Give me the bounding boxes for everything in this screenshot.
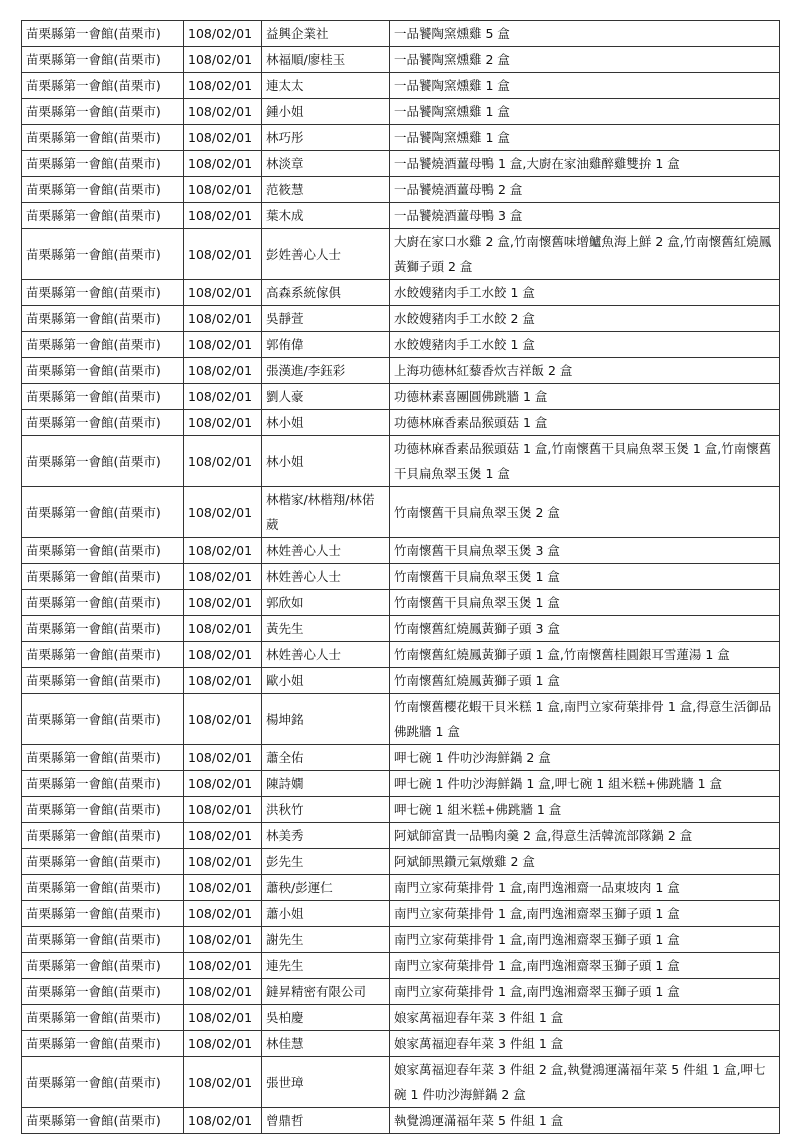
venue-cell: 苗栗縣第一會館(苗栗市) [22,487,184,538]
table-row [22,823,780,849]
items-cell: 娘家萬福迎春年菜 3 件組 1 盒 [390,1005,780,1031]
date-cell: 108/02/01 [184,694,262,745]
table-row [22,21,780,47]
donor-cell: 林巧彤 [262,125,390,151]
table-row [22,177,780,203]
table-row [22,771,780,797]
date-cell: 108/02/01 [184,151,262,177]
items-cell: 大廚在家口水雞 2 盒,竹南懷舊味增鱸魚海上鮮 2 盒,竹南懷舊紅燒鳳黃獅子頭 2 盒 [390,229,780,280]
donor-cell: 葉木成 [262,203,390,229]
table-row [22,875,780,901]
donor-cell: 鍾小姐 [262,99,390,125]
table-row [22,616,780,642]
table-row [22,229,780,280]
table-body [22,21,780,1134]
venue-cell: 苗栗縣第一會館(苗栗市) [22,280,184,306]
venue-cell: 苗栗縣第一會館(苗栗市) [22,332,184,358]
donor-cell: 林小姐 [262,436,390,487]
table-row [22,47,780,73]
venue-cell: 苗栗縣第一會館(苗栗市) [22,1057,184,1108]
donor-cell: 林小姐 [262,410,390,436]
date-cell: 108/02/01 [184,875,262,901]
table-row [22,151,780,177]
table-row [22,694,780,745]
venue-cell: 苗栗縣第一會館(苗栗市) [22,410,184,436]
venue-cell: 苗栗縣第一會館(苗栗市) [22,694,184,745]
table-row [22,1057,780,1108]
venue-cell: 苗栗縣第一會館(苗栗市) [22,306,184,332]
donor-cell: 林楷家/林楷翔/林偌葳 [262,487,390,538]
venue-cell: 苗栗縣第一會館(苗栗市) [22,849,184,875]
donor-cell: 林姓善心人士 [262,538,390,564]
items-cell: 南門立家荷葉排骨 1 盒,南門逸湘齋翠玉獅子頭 1 盒 [390,979,780,1005]
donor-cell: 黃先生 [262,616,390,642]
venue-cell: 苗栗縣第一會館(苗栗市) [22,797,184,823]
items-cell: 竹南懷舊干貝扁魚翠玉煲 3 盒 [390,538,780,564]
donor-cell: 范筱慧 [262,177,390,203]
date-cell: 108/02/01 [184,487,262,538]
items-cell: 南門立家荷葉排骨 1 盒,南門逸湘齋翠玉獅子頭 1 盒 [390,901,780,927]
donor-cell: 陳詩嫺 [262,771,390,797]
venue-cell: 苗栗縣第一會館(苗栗市) [22,1031,184,1057]
date-cell: 108/02/01 [184,590,262,616]
date-cell: 108/02/01 [184,953,262,979]
date-cell: 108/02/01 [184,384,262,410]
venue-cell: 苗栗縣第一會館(苗栗市) [22,745,184,771]
table-row [22,73,780,99]
items-cell: 竹南懷舊干貝扁魚翠玉煲 1 盒 [390,564,780,590]
table-row [22,745,780,771]
table-row [22,642,780,668]
donor-cell: 吳靜萱 [262,306,390,332]
venue-cell: 苗栗縣第一會館(苗栗市) [22,979,184,1005]
date-cell: 108/02/01 [184,901,262,927]
donor-cell: 歐小姐 [262,668,390,694]
items-cell: 水餃嫂豬肉手工水餃 1 盒 [390,280,780,306]
venue-cell: 苗栗縣第一會館(苗栗市) [22,875,184,901]
venue-cell: 苗栗縣第一會館(苗栗市) [22,125,184,151]
date-cell: 108/02/01 [184,229,262,280]
date-cell: 108/02/01 [184,564,262,590]
venue-cell: 苗栗縣第一會館(苗栗市) [22,538,184,564]
donation-table [21,20,780,1134]
donor-cell: 林美秀 [262,823,390,849]
donor-cell: 曾鼎哲 [262,1108,390,1134]
items-cell: 一品饕陶窯燻雞 5 盒 [390,21,780,47]
date-cell: 108/02/01 [184,280,262,306]
date-cell: 108/02/01 [184,1005,262,1031]
table-row [22,927,780,953]
items-cell: 呷七碗 1 件叻沙海鮮鍋 2 盒 [390,745,780,771]
venue-cell: 苗栗縣第一會館(苗栗市) [22,564,184,590]
venue-cell: 苗栗縣第一會館(苗栗市) [22,771,184,797]
venue-cell: 苗栗縣第一會館(苗栗市) [22,901,184,927]
table-row [22,901,780,927]
date-cell: 108/02/01 [184,616,262,642]
table-row [22,849,780,875]
donor-cell: 連先生 [262,953,390,979]
items-cell: 水餃嫂豬肉手工水餃 1 盒 [390,332,780,358]
items-cell: 功德林麻香素品猴頭菇 1 盒,竹南懷舊干貝扁魚翠玉煲 1 盒,竹南懷舊干貝扁魚翠玉煲 1 盒 [390,436,780,487]
venue-cell: 苗栗縣第一會館(苗栗市) [22,953,184,979]
venue-cell: 苗栗縣第一會館(苗栗市) [22,668,184,694]
date-cell: 108/02/01 [184,410,262,436]
donation-table-page [21,20,780,1134]
date-cell: 108/02/01 [184,745,262,771]
donor-cell: 張世璋 [262,1057,390,1108]
items-cell: 阿斌師富貴一品鴨肉羹 2 盒,得意生活韓流部隊鍋 2 盒 [390,823,780,849]
venue-cell: 苗栗縣第一會館(苗栗市) [22,99,184,125]
table-row [22,332,780,358]
items-cell: 南門立家荷葉排骨 1 盒,南門逸湘齋一品東坡肉 1 盒 [390,875,780,901]
venue-cell: 苗栗縣第一會館(苗栗市) [22,1005,184,1031]
items-cell: 竹南懷舊干貝扁魚翠玉煲 2 盒 [390,487,780,538]
date-cell: 108/02/01 [184,47,262,73]
table-row [22,538,780,564]
items-cell: 一品饕陶窯燻雞 1 盒 [390,125,780,151]
date-cell: 108/02/01 [184,436,262,487]
donor-cell: 郭欣如 [262,590,390,616]
donor-cell: 郭侑偉 [262,332,390,358]
table-row [22,203,780,229]
date-cell: 108/02/01 [184,642,262,668]
table-row [22,384,780,410]
donor-cell: 劉人豪 [262,384,390,410]
table-row [22,668,780,694]
date-cell: 108/02/01 [184,1031,262,1057]
venue-cell: 苗栗縣第一會館(苗栗市) [22,384,184,410]
venue-cell: 苗栗縣第一會館(苗栗市) [22,73,184,99]
table-row [22,99,780,125]
date-cell: 108/02/01 [184,1057,262,1108]
venue-cell: 苗栗縣第一會館(苗栗市) [22,436,184,487]
table-row [22,306,780,332]
donor-cell: 楊坤銘 [262,694,390,745]
donor-cell: 蕭秧/彭運仁 [262,875,390,901]
date-cell: 108/02/01 [184,797,262,823]
venue-cell: 苗栗縣第一會館(苗栗市) [22,1108,184,1134]
date-cell: 108/02/01 [184,668,262,694]
donor-cell: 吳柏慶 [262,1005,390,1031]
table-row [22,979,780,1005]
items-cell: 一品饕陶窯燻雞 2 盒 [390,47,780,73]
date-cell: 108/02/01 [184,332,262,358]
items-cell: 一品饕燒酒薑母鴨 3 盒 [390,203,780,229]
donor-cell: 蕭小姐 [262,901,390,927]
donor-cell: 林姓善心人士 [262,564,390,590]
date-cell: 108/02/01 [184,21,262,47]
date-cell: 108/02/01 [184,99,262,125]
donor-cell: 連太太 [262,73,390,99]
donor-cell: 林姓善心人士 [262,642,390,668]
date-cell: 108/02/01 [184,177,262,203]
items-cell: 娘家萬福迎春年菜 3 件組 2 盒,執覺鴻運滿福年菜 5 件組 1 盒,呷七碗 1 件叻沙海鮮鍋 2 盒 [390,1057,780,1108]
date-cell: 108/02/01 [184,538,262,564]
donor-cell: 林淡章 [262,151,390,177]
donor-cell: 蕭全佑 [262,745,390,771]
items-cell: 南門立家荷葉排骨 1 盒,南門逸湘齋翠玉獅子頭 1 盒 [390,927,780,953]
donor-cell: 彭先生 [262,849,390,875]
items-cell: 南門立家荷葉排骨 1 盒,南門逸湘齋翠玉獅子頭 1 盒 [390,953,780,979]
venue-cell: 苗栗縣第一會館(苗栗市) [22,203,184,229]
venue-cell: 苗栗縣第一會館(苗栗市) [22,151,184,177]
items-cell: 竹南懷舊櫻花蝦干貝米糕 1 盒,南門立家荷葉排骨 1 盒,得意生活御品佛跳牆 1 盒 [390,694,780,745]
donor-cell: 高森系統傢俱 [262,280,390,306]
items-cell: 一品饕燒酒薑母鴨 2 盒 [390,177,780,203]
date-cell: 108/02/01 [184,306,262,332]
venue-cell: 苗栗縣第一會館(苗栗市) [22,358,184,384]
donor-cell: 張漢進/李鈺彩 [262,358,390,384]
table-row [22,1005,780,1031]
items-cell: 娘家萬福迎春年菜 3 件組 1 盒 [390,1031,780,1057]
date-cell: 108/02/01 [184,125,262,151]
date-cell: 108/02/01 [184,823,262,849]
items-cell: 一品饕陶窯燻雞 1 盒 [390,73,780,99]
date-cell: 108/02/01 [184,849,262,875]
donor-cell: 鐽昇精密有限公司 [262,979,390,1005]
items-cell: 竹南懷舊紅燒鳳黃獅子頭 1 盒 [390,668,780,694]
items-cell: 上海功德林紅藜香炊吉祥飯 2 盒 [390,358,780,384]
venue-cell: 苗栗縣第一會館(苗栗市) [22,21,184,47]
table-row [22,953,780,979]
table-row [22,1108,780,1134]
date-cell: 108/02/01 [184,203,262,229]
donor-cell: 林福順/廖桂玉 [262,47,390,73]
items-cell: 執覺鴻運滿福年菜 5 件組 1 盒 [390,1108,780,1134]
items-cell: 功德林素喜團圓佛跳牆 1 盒 [390,384,780,410]
date-cell: 108/02/01 [184,358,262,384]
donor-cell: 益興企業社 [262,21,390,47]
table-row [22,125,780,151]
venue-cell: 苗栗縣第一會館(苗栗市) [22,642,184,668]
items-cell: 竹南懷舊紅燒鳳黃獅子頭 1 盒,竹南懷舊桂圓銀耳雪蓮湯 1 盒 [390,642,780,668]
table-row [22,797,780,823]
donor-cell: 洪秋竹 [262,797,390,823]
venue-cell: 苗栗縣第一會館(苗栗市) [22,823,184,849]
donor-cell: 彭姓善心人士 [262,229,390,280]
venue-cell: 苗栗縣第一會館(苗栗市) [22,229,184,280]
table-row [22,436,780,487]
items-cell: 水餃嫂豬肉手工水餃 2 盒 [390,306,780,332]
venue-cell: 苗栗縣第一會館(苗栗市) [22,927,184,953]
items-cell: 呷七碗 1 組米糕+佛跳牆 1 盒 [390,797,780,823]
table-row [22,358,780,384]
items-cell: 呷七碗 1 件叻沙海鮮鍋 1 盒,呷七碗 1 組米糕+佛跳牆 1 盒 [390,771,780,797]
venue-cell: 苗栗縣第一會館(苗栗市) [22,590,184,616]
venue-cell: 苗栗縣第一會館(苗栗市) [22,177,184,203]
items-cell: 竹南懷舊紅燒鳳黃獅子頭 3 盒 [390,616,780,642]
items-cell: 一品饕燒酒薑母鴨 1 盒,大廚在家油雞醉雞雙拚 1 盒 [390,151,780,177]
date-cell: 108/02/01 [184,1108,262,1134]
items-cell: 阿斌師黑鑽元氣燉雞 2 盒 [390,849,780,875]
date-cell: 108/02/01 [184,927,262,953]
items-cell: 竹南懷舊干貝扁魚翠玉煲 1 盒 [390,590,780,616]
table-row [22,410,780,436]
date-cell: 108/02/01 [184,771,262,797]
items-cell: 功德林麻香素品猴頭菇 1 盒 [390,410,780,436]
table-row [22,564,780,590]
donor-cell: 林佳慧 [262,1031,390,1057]
donor-cell: 謝先生 [262,927,390,953]
table-row [22,590,780,616]
venue-cell: 苗栗縣第一會館(苗栗市) [22,616,184,642]
table-row [22,1031,780,1057]
date-cell: 108/02/01 [184,73,262,99]
items-cell: 一品饕陶窯燻雞 1 盒 [390,99,780,125]
table-row [22,280,780,306]
date-cell: 108/02/01 [184,979,262,1005]
venue-cell: 苗栗縣第一會館(苗栗市) [22,47,184,73]
table-row [22,487,780,538]
